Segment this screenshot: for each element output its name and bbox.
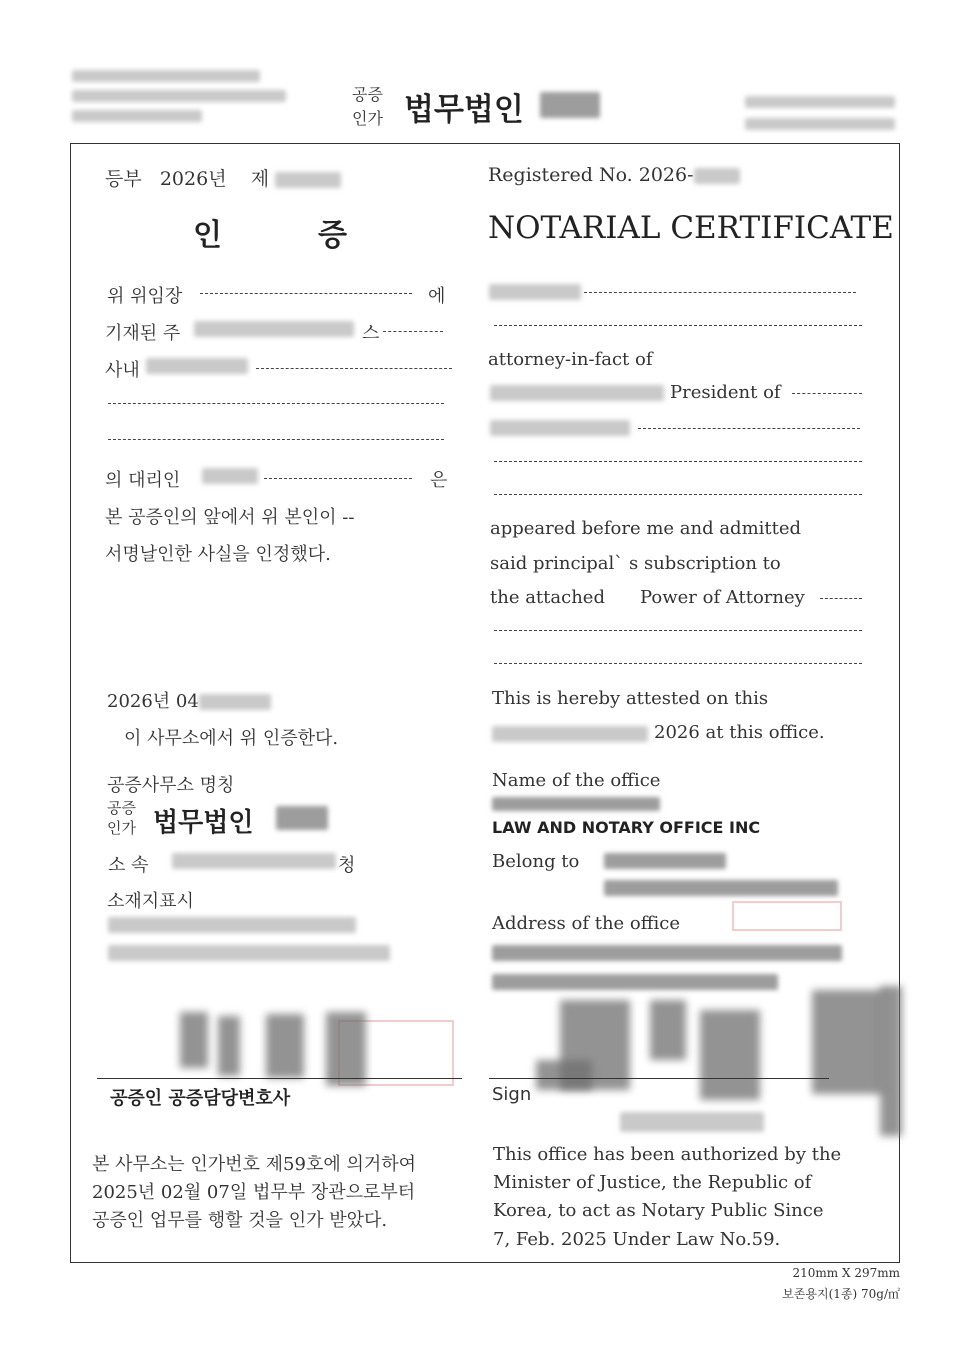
en-attested-2: 2026 at this office. — [654, 722, 825, 743]
en-appeared-3b: Power of Attorney — [640, 587, 805, 608]
en-auth-2: Minister of Justice, the Republic of — [493, 1172, 812, 1193]
kr-line-3a: 사내 — [105, 360, 140, 381]
en-auth-3: Korea, to act as Notary Public Since — [493, 1200, 824, 1221]
kr-address-label: 소재지표시 — [107, 891, 194, 912]
kr-belong-end: 청 — [338, 855, 356, 876]
kr-auth-2: 2025년 02월 07일 법무부 장관으로부터 — [92, 1182, 416, 1203]
kr-line-5b: 은 — [430, 470, 448, 491]
notary-small-label: 공증 인가 — [352, 85, 383, 128]
kr-registration: 등부 2026년 제 — [105, 164, 341, 191]
kr-date: 2026년 04 — [107, 687, 271, 713]
header-left-redacted — [72, 70, 286, 122]
firm-name-redacted — [540, 92, 600, 118]
kr-attest: 이 사무소에서 위 인증한다. — [124, 728, 339, 749]
en-appeared-2: said principal` s subscription to — [490, 553, 781, 574]
kr-line-2b: 스 — [362, 323, 380, 344]
en-sign-label: Sign — [492, 1084, 532, 1105]
kr-line-7: 서명날인한 사실을 인정했다. — [105, 544, 331, 565]
kr-line-2a: 기재된 주 — [105, 323, 181, 344]
kr-office-name-label: 공증사무소 명칭 — [107, 775, 235, 796]
en-address-label: Address of the office — [492, 913, 681, 934]
en-registration: Registered No. 2026- — [488, 164, 740, 186]
header-right-redacted — [745, 96, 895, 130]
kr-signer-label: 공증인 공증담당변호사 — [110, 1088, 291, 1109]
kr-auth-3: 공증인 업무를 행할 것을 인가 받았다. — [92, 1210, 388, 1231]
en-auth-4: 7, Feb. 2025 Under Law No.59. — [493, 1229, 781, 1250]
en-appeared-3a: the attached — [490, 587, 605, 608]
kr-line-5a: 의 대리인 — [105, 470, 181, 491]
kr-line-1a: 위 위임장 — [107, 286, 183, 307]
kr-office-small: 공증 인가 — [107, 799, 136, 837]
kr-belong-label: 소 속 — [108, 855, 149, 876]
paper-type: 보존용지(1종) 70g/㎡ — [782, 1287, 900, 1301]
en-belong-label: Belong to — [492, 851, 580, 872]
en-office-name-label: Name of the office — [492, 770, 661, 791]
kr-title-1: 인 — [193, 218, 222, 253]
kr-signature — [180, 1012, 208, 1068]
en-auth-1: This office has been authorized by the — [493, 1144, 842, 1165]
kr-title-2: 증 — [318, 218, 347, 253]
kr-line-6: 본 공증인의 앞에서 위 본인이 -- — [105, 507, 355, 528]
paper-size: 210mm X 297mm — [792, 1266, 900, 1280]
en-president: President of — [670, 382, 781, 403]
en-title: NOTARIAL CERTIFICATE — [488, 210, 894, 246]
kr-line-1b: 에 — [428, 286, 446, 307]
firm-name: 법무법인 — [404, 92, 524, 128]
en-office-name: LAW AND NOTARY OFFICE INC — [492, 818, 761, 837]
en-attested-1: This is hereby attested on this — [492, 688, 769, 709]
kr-office-firm: 법무법인 — [153, 808, 254, 838]
kr-auth-1: 본 사무소는 인가번호 제59호에 의거하여 — [92, 1154, 416, 1175]
en-appeared-1: appeared before me and admitted — [490, 518, 802, 539]
en-aif: attorney-in-fact of — [488, 349, 653, 370]
en-office-stamp — [732, 901, 842, 931]
